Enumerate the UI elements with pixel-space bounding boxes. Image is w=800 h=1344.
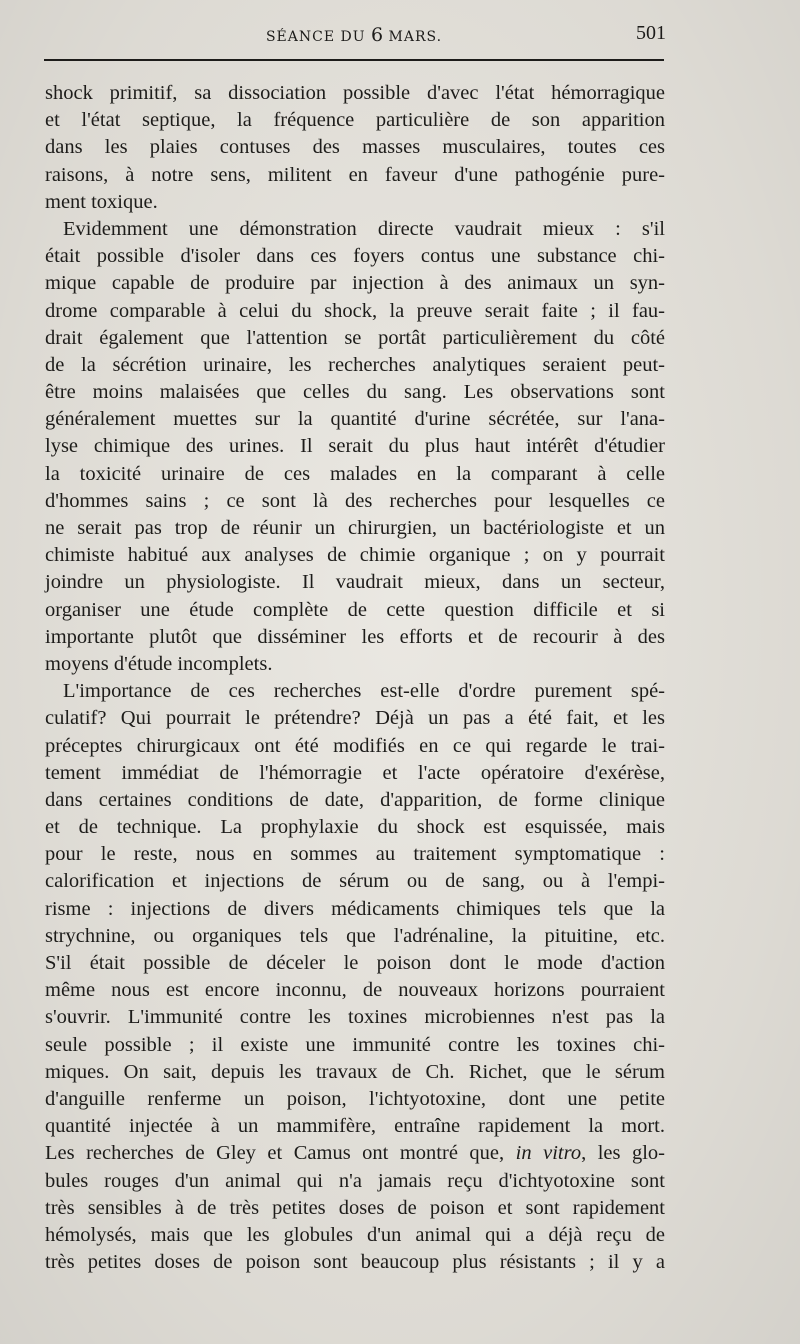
text-line bbox=[45, 162, 665, 189]
text-line-content: dans les plaies contuses des masses musculaires, toutes ces bbox=[45, 136, 665, 159]
text-line bbox=[45, 515, 665, 542]
text-line-content: L'importance de ces recherches est-elle d'ordre purement spé- bbox=[63, 680, 665, 703]
text-line-content: ne serait pas trop de réunir un chirurgien, un bactériologiste et un bbox=[45, 517, 665, 539]
text-line bbox=[45, 189, 665, 216]
text-line-content: chimiste habitué aux analyses de chimie organique ; on y pourrait bbox=[45, 544, 665, 567]
text-line bbox=[45, 733, 665, 760]
text-line-content: ment toxique. bbox=[45, 190, 158, 213]
text-line-content: pour le reste, nous en sommes au traitement symptomatique : bbox=[45, 843, 665, 866]
text-line-content: très sensibles à de très petites doses de poison et sont rapidement bbox=[45, 1196, 665, 1219]
text-line bbox=[45, 1113, 665, 1140]
title-day: 6 bbox=[370, 24, 384, 46]
text-line bbox=[45, 1086, 665, 1113]
running-head bbox=[44, 22, 664, 44]
text-line-content: même nous est encore inconnu, de nouveaux horizons pourraient bbox=[45, 979, 665, 1002]
text-line bbox=[45, 1195, 665, 1222]
text-line bbox=[45, 597, 665, 624]
text-line bbox=[45, 433, 665, 460]
text-line-content: d'anguille renferme un poison, l'ichtyotoxine, dont une petite bbox=[45, 1087, 665, 1110]
text-line-content: préceptes chirurgicaux ont été modifiés en ce qui regarde le trai- bbox=[45, 734, 665, 757]
text-line bbox=[45, 896, 665, 923]
text-line-continuation: , les glo- bbox=[581, 1142, 666, 1165]
text-line bbox=[45, 1032, 665, 1059]
text-line-content: Evidemment une démonstration directe vaudrait mieux : s'il bbox=[63, 217, 665, 240]
text-line bbox=[45, 1059, 665, 1086]
header-rule bbox=[44, 59, 664, 61]
text-line bbox=[45, 651, 665, 678]
text-line bbox=[45, 569, 665, 596]
text-line bbox=[45, 352, 665, 379]
text-line bbox=[45, 243, 665, 270]
text-line-content: quantité injectée à un mammifère, entraîne rapidement la mort. bbox=[45, 1115, 665, 1138]
text-line-content: hémolysés, mais que les globules d'un animal qui a déjà reçu de bbox=[45, 1223, 665, 1246]
text-line bbox=[45, 760, 665, 787]
text-line bbox=[45, 107, 665, 134]
text-line-content: de la sécrétion urinaire, les recherches analytiques seraient peut- bbox=[45, 353, 665, 376]
title-prefix: SÉANCE DU bbox=[265, 29, 371, 45]
body-text bbox=[45, 80, 665, 1276]
text-line-content: s'ouvrir. L'immunité contre les toxines microbiennes n'est pas la bbox=[45, 1006, 665, 1029]
text-line bbox=[45, 705, 665, 732]
text-line bbox=[45, 542, 665, 569]
page-number: 501 bbox=[636, 22, 666, 44]
text-line-content: être moins malaisées que celles du sang. Les observations sont bbox=[45, 381, 665, 404]
text-line-content: culatif? Qui pourrait le prétendre? Déjà un pas a été fait, et les bbox=[45, 707, 665, 730]
text-line bbox=[45, 298, 665, 325]
text-line bbox=[45, 379, 665, 406]
text-line bbox=[45, 1004, 665, 1031]
text-line bbox=[45, 216, 665, 243]
text-line-content: et l'état septique, la fréquence particulière de son apparition bbox=[45, 109, 665, 132]
text-line bbox=[45, 841, 665, 868]
text-line bbox=[45, 1140, 665, 1167]
text-line bbox=[45, 1168, 665, 1195]
text-line-content: organiser une étude complète de cette question difficile et si bbox=[45, 598, 665, 621]
text-line-content: la toxicité urinaire de ces malades en la comparant à celle bbox=[45, 462, 665, 485]
text-line bbox=[45, 80, 665, 107]
text-line-content: S'il était possible de déceler le poison dont le mode d'action bbox=[45, 952, 665, 974]
text-line-content: Les recherches de Gley et Camus ont montré que, bbox=[45, 1142, 516, 1165]
text-line bbox=[45, 406, 665, 433]
text-line bbox=[45, 1222, 665, 1249]
text-line bbox=[45, 923, 665, 950]
text-line-content: joindre un physiologiste. Il vaudrait mieux, dans un secteur, bbox=[45, 571, 665, 594]
text-line-content: mique capable de produire par injection à des animaux un syn- bbox=[45, 272, 665, 295]
text-line bbox=[45, 134, 665, 161]
text-line-content: généralement muettes sur la quantité d'urine sécrétée, sur l'ana- bbox=[45, 408, 665, 431]
text-line bbox=[45, 1249, 665, 1276]
text-line bbox=[45, 814, 665, 841]
text-line-content: dans certaines conditions de date, d'apparition, de forme clinique bbox=[45, 788, 665, 811]
text-line bbox=[45, 624, 665, 651]
text-line bbox=[45, 678, 665, 705]
text-line-content: bules rouges d'un animal qui n'a jamais reçu d'ichtyotoxine sont bbox=[45, 1169, 665, 1192]
text-line-content: calorification et injections de sérum ou de sang, ou à l'empi- bbox=[45, 870, 665, 893]
text-line-content: raisons, à notre sens, militent en faveur d'une pathogénie pure- bbox=[45, 163, 665, 186]
text-line bbox=[45, 950, 665, 977]
text-line bbox=[45, 868, 665, 895]
text-line-content: miques. On sait, depuis les travaux de Ch. Richet, que le sérum bbox=[45, 1060, 665, 1083]
text-line bbox=[45, 488, 665, 515]
text-line bbox=[45, 787, 665, 814]
text-line-content: strychnine, ou organiques tels que l'adrénaline, la pituitine, etc. bbox=[45, 924, 665, 947]
running-head-title bbox=[44, 24, 664, 46]
text-line-content: était possible d'isoler dans ces foyers contus une substance chi- bbox=[45, 245, 665, 268]
text-line-content: drait également que l'attention se portât particulièrement du côté bbox=[45, 326, 665, 349]
text-line bbox=[45, 270, 665, 297]
text-line-content: risme : injections de divers médicaments chimiques tels que la bbox=[45, 897, 665, 920]
text-line-content: drome comparable à celui du shock, la preuve serait faite ; il fau- bbox=[45, 299, 665, 322]
text-line bbox=[45, 461, 665, 488]
text-line-content: importante plutôt que disséminer les efforts et de recourir à des bbox=[45, 625, 665, 648]
text-line-content: seule possible ; il existe une immunité contre les toxines chi- bbox=[45, 1033, 665, 1056]
text-line-content: lyse chimique des urines. Il serait du plus haut intérêt d'étudier bbox=[45, 435, 665, 458]
text-line-content: moyens d'étude incomplets. bbox=[45, 652, 273, 675]
italic-phrase: in vitro bbox=[515, 1142, 582, 1165]
text-line-content: très petites doses de poison sont beaucoup plus résistants ; il y a bbox=[45, 1251, 665, 1274]
text-line-content: tement immédiat de l'hémorragie et l'acte opératoire d'exérèse, bbox=[45, 761, 665, 784]
text-line bbox=[45, 977, 665, 1004]
text-line-content: et de technique. La prophylaxie du shock est esquissée, mais bbox=[45, 816, 665, 839]
text-line-content: shock primitif, sa dissociation possible d'avec l'état hémorragique bbox=[45, 82, 665, 104]
text-line bbox=[45, 325, 665, 352]
title-suffix: MARS. bbox=[383, 29, 443, 45]
text-line-content: d'hommes sains ; ce sont là des recherches pour lesquelles ce bbox=[45, 489, 665, 512]
